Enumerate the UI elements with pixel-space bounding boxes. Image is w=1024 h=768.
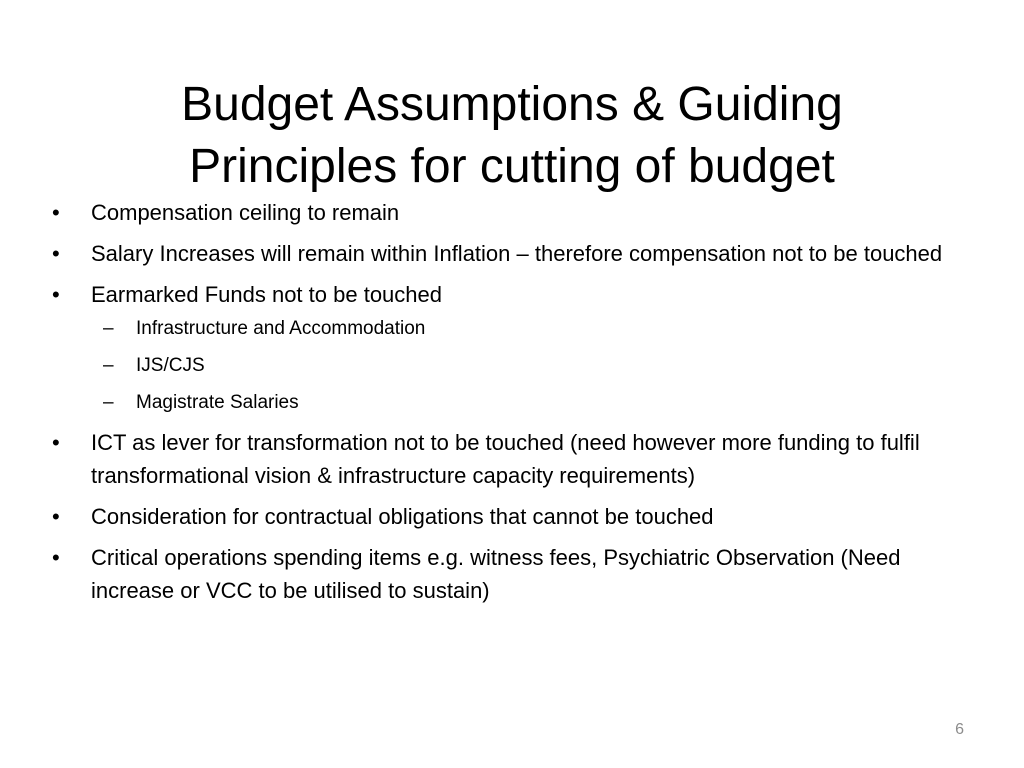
bullet-icon: • (52, 430, 60, 455)
dash-icon: – (103, 318, 114, 339)
bullet-item-compensation-ceiling (52, 196, 962, 229)
bullet-text: Compensation ceiling to remain (91, 200, 400, 225)
bullet-text: Consideration for contractual obligations that cannot be touched (91, 504, 714, 529)
bullet-list (52, 196, 962, 615)
sub-item-text: Magistrate Salaries (136, 392, 299, 413)
title-line-2: Principles for cutting of budget (189, 140, 835, 194)
bullet-text: Critical operations spending items e.g. witness fees, Psychiatric Observation (Need increase or VCC to be utilised to sustain) (91, 545, 901, 603)
dash-icon: – (103, 392, 114, 413)
sub-item-magistrate-salaries (91, 389, 962, 417)
bullet-icon: • (52, 504, 60, 529)
page-number: 6 (955, 721, 964, 738)
sub-item-infrastructure (91, 315, 962, 343)
bullet-item-contractual-obligations (52, 500, 962, 533)
bullet-text: Earmarked Funds not to be touched (91, 282, 442, 307)
sub-bullet-list (91, 315, 962, 417)
bullet-icon: • (52, 200, 60, 225)
bullet-item-ict-lever (52, 426, 962, 492)
bullet-text: Salary Increases will remain within Inflation – therefore compensation not to be touched (91, 241, 943, 266)
bullet-icon: • (52, 282, 60, 307)
dash-icon: – (103, 355, 114, 376)
bullet-icon: • (52, 545, 60, 570)
sub-item-text: IJS/CJS (136, 355, 205, 376)
bullet-text: ICT as lever for transformation not to be touched (need however more funding to fulfil transformational vision & infrastructure capacity requirements) (91, 430, 920, 488)
bullet-item-critical-operations (52, 541, 962, 607)
sub-item-ijs-cjs (91, 352, 962, 380)
slide-title (60, 74, 964, 198)
title-line-1: Budget Assumptions & Guiding (181, 78, 843, 132)
bullet-icon: • (52, 241, 60, 266)
sub-item-text: Infrastructure and Accommodation (136, 318, 426, 339)
bullet-item-earmarked-funds (52, 278, 962, 417)
bullet-item-salary-increases (52, 237, 962, 270)
